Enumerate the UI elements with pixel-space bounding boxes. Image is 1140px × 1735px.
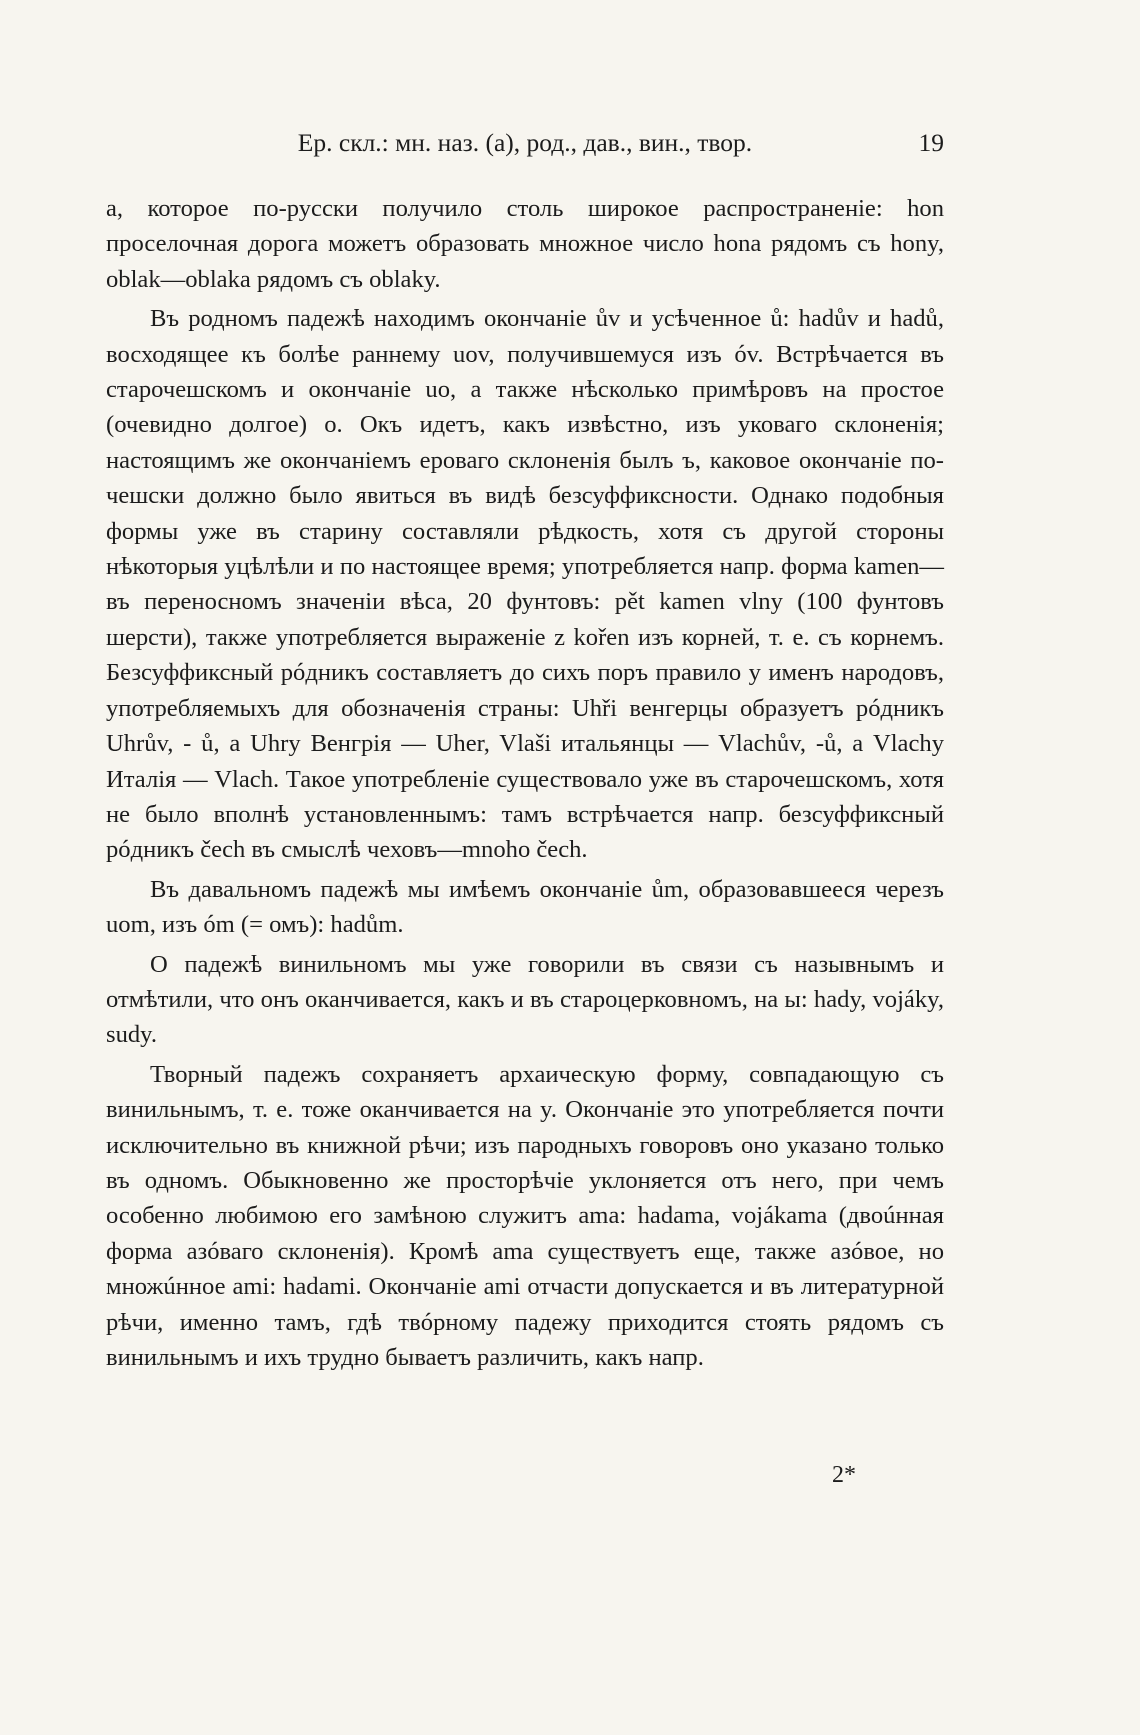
running-title: Ер. скл.: мн. наз. (а), род., дав., вин., твор. <box>297 128 753 157</box>
page-number: 19 <box>918 128 944 157</box>
signature-mark: 2* <box>832 1462 856 1488</box>
paragraph-1: a, которое по-русски получило столь широкое распространеніе: hon проселочная дорога можетъ образовать множное число hona рядомъ съ hony, oblak—oblaka рядомъ съ oblaky. <box>106 195 944 293</box>
paragraph-5: Творный падежъ сохраняетъ архаическую форму, совпадающую съ винильнымъ, т. е. тоже оканчивается на y. Окончаніе это употребляется почти исключительно въ книжной рѣчи; изъ пародныхъ говоровъ оно указано только въ одномъ. Обыкновенно же просторѣчіе уклоняется отъ него, при чемъ особенно любимою его замѣною служитъ ama: hadama, vojákama (двоúнная форма азóваго склоненія). Кромѣ ama существуетъ еще, также азóвое, но множúнное ami: hadami. Окончаніе ami отчасти допускается и въ литературной рѣчи, именно тамъ, гдѣ твóрному падежу приходится стоять рядомъ съ винильнымъ и ихъ трудно бываетъ различить, какъ напр. <box>106 1060 944 1371</box>
running-header <box>106 128 944 168</box>
text-body <box>106 191 944 1375</box>
paragraph-3: Въ давальномъ падежѣ мы имѣемъ окончаніе ům, образовавшееся черезъ uom, изъ óm (= омъ): hadům. <box>106 875 944 939</box>
paragraph-2: Въ родномъ падежѣ находимъ окончаніе ův и усѣченное ů: hadův и hadů, восходящее къ болѣе раннему uov, получившемуся изъ óv. Встрѣчается въ старочешскомъ и окончаніе uo, а также нѣсколько примѣровъ на простое (очевидно долгое) o. Окъ идетъ, какъ извѣстно, изъ уковаго склоненія; настоящимъ же окончаніемъ ероваго склоненія былъ ъ, каковое окончаніе по-чешски должно было явиться въ видѣ безсуффиксности. Однако подобныя формы уже въ старину составляли рѣдкость, хотя съ другой стороны нѣкоторыя уцѣлѣли и по настоящее время; употребляется напр. форма kamen—въ переносномъ значеніи вѣса, 20 фунтовъ: pět kamen vlny (100 фунтовъ шерсти), также употребляется выраженіе z kořen изъ корней, т. е. съ корнемъ. Безсуффиксный рóдникъ составляетъ до сихъ поръ правило у именъ народовъ, употребляемыхъ для обозначенія страны: Uhři венгерцы образуетъ рóдникъ Uhrův, - ů, а Uhry Венгрія — Uher, Vlaši итальянцы — Vlachův, -ů, а Vlachy Италія — Vlach. Такое употребленіе существовало уже въ старочешскомъ, хотя не было вполнѣ установленнымъ: тамъ встрѣчается напр. безсуффиксный рóдникъ čech въ смыслѣ чеховъ—mnoho čech. <box>106 305 944 864</box>
paragraph-4: О падежѣ винильномъ мы уже говорили въ связи съ назывнымъ и отмѣтили, что онъ оканчивается, какъ и въ староцерковномъ, на ы: hady, vojáky, sudy. <box>106 950 944 1049</box>
